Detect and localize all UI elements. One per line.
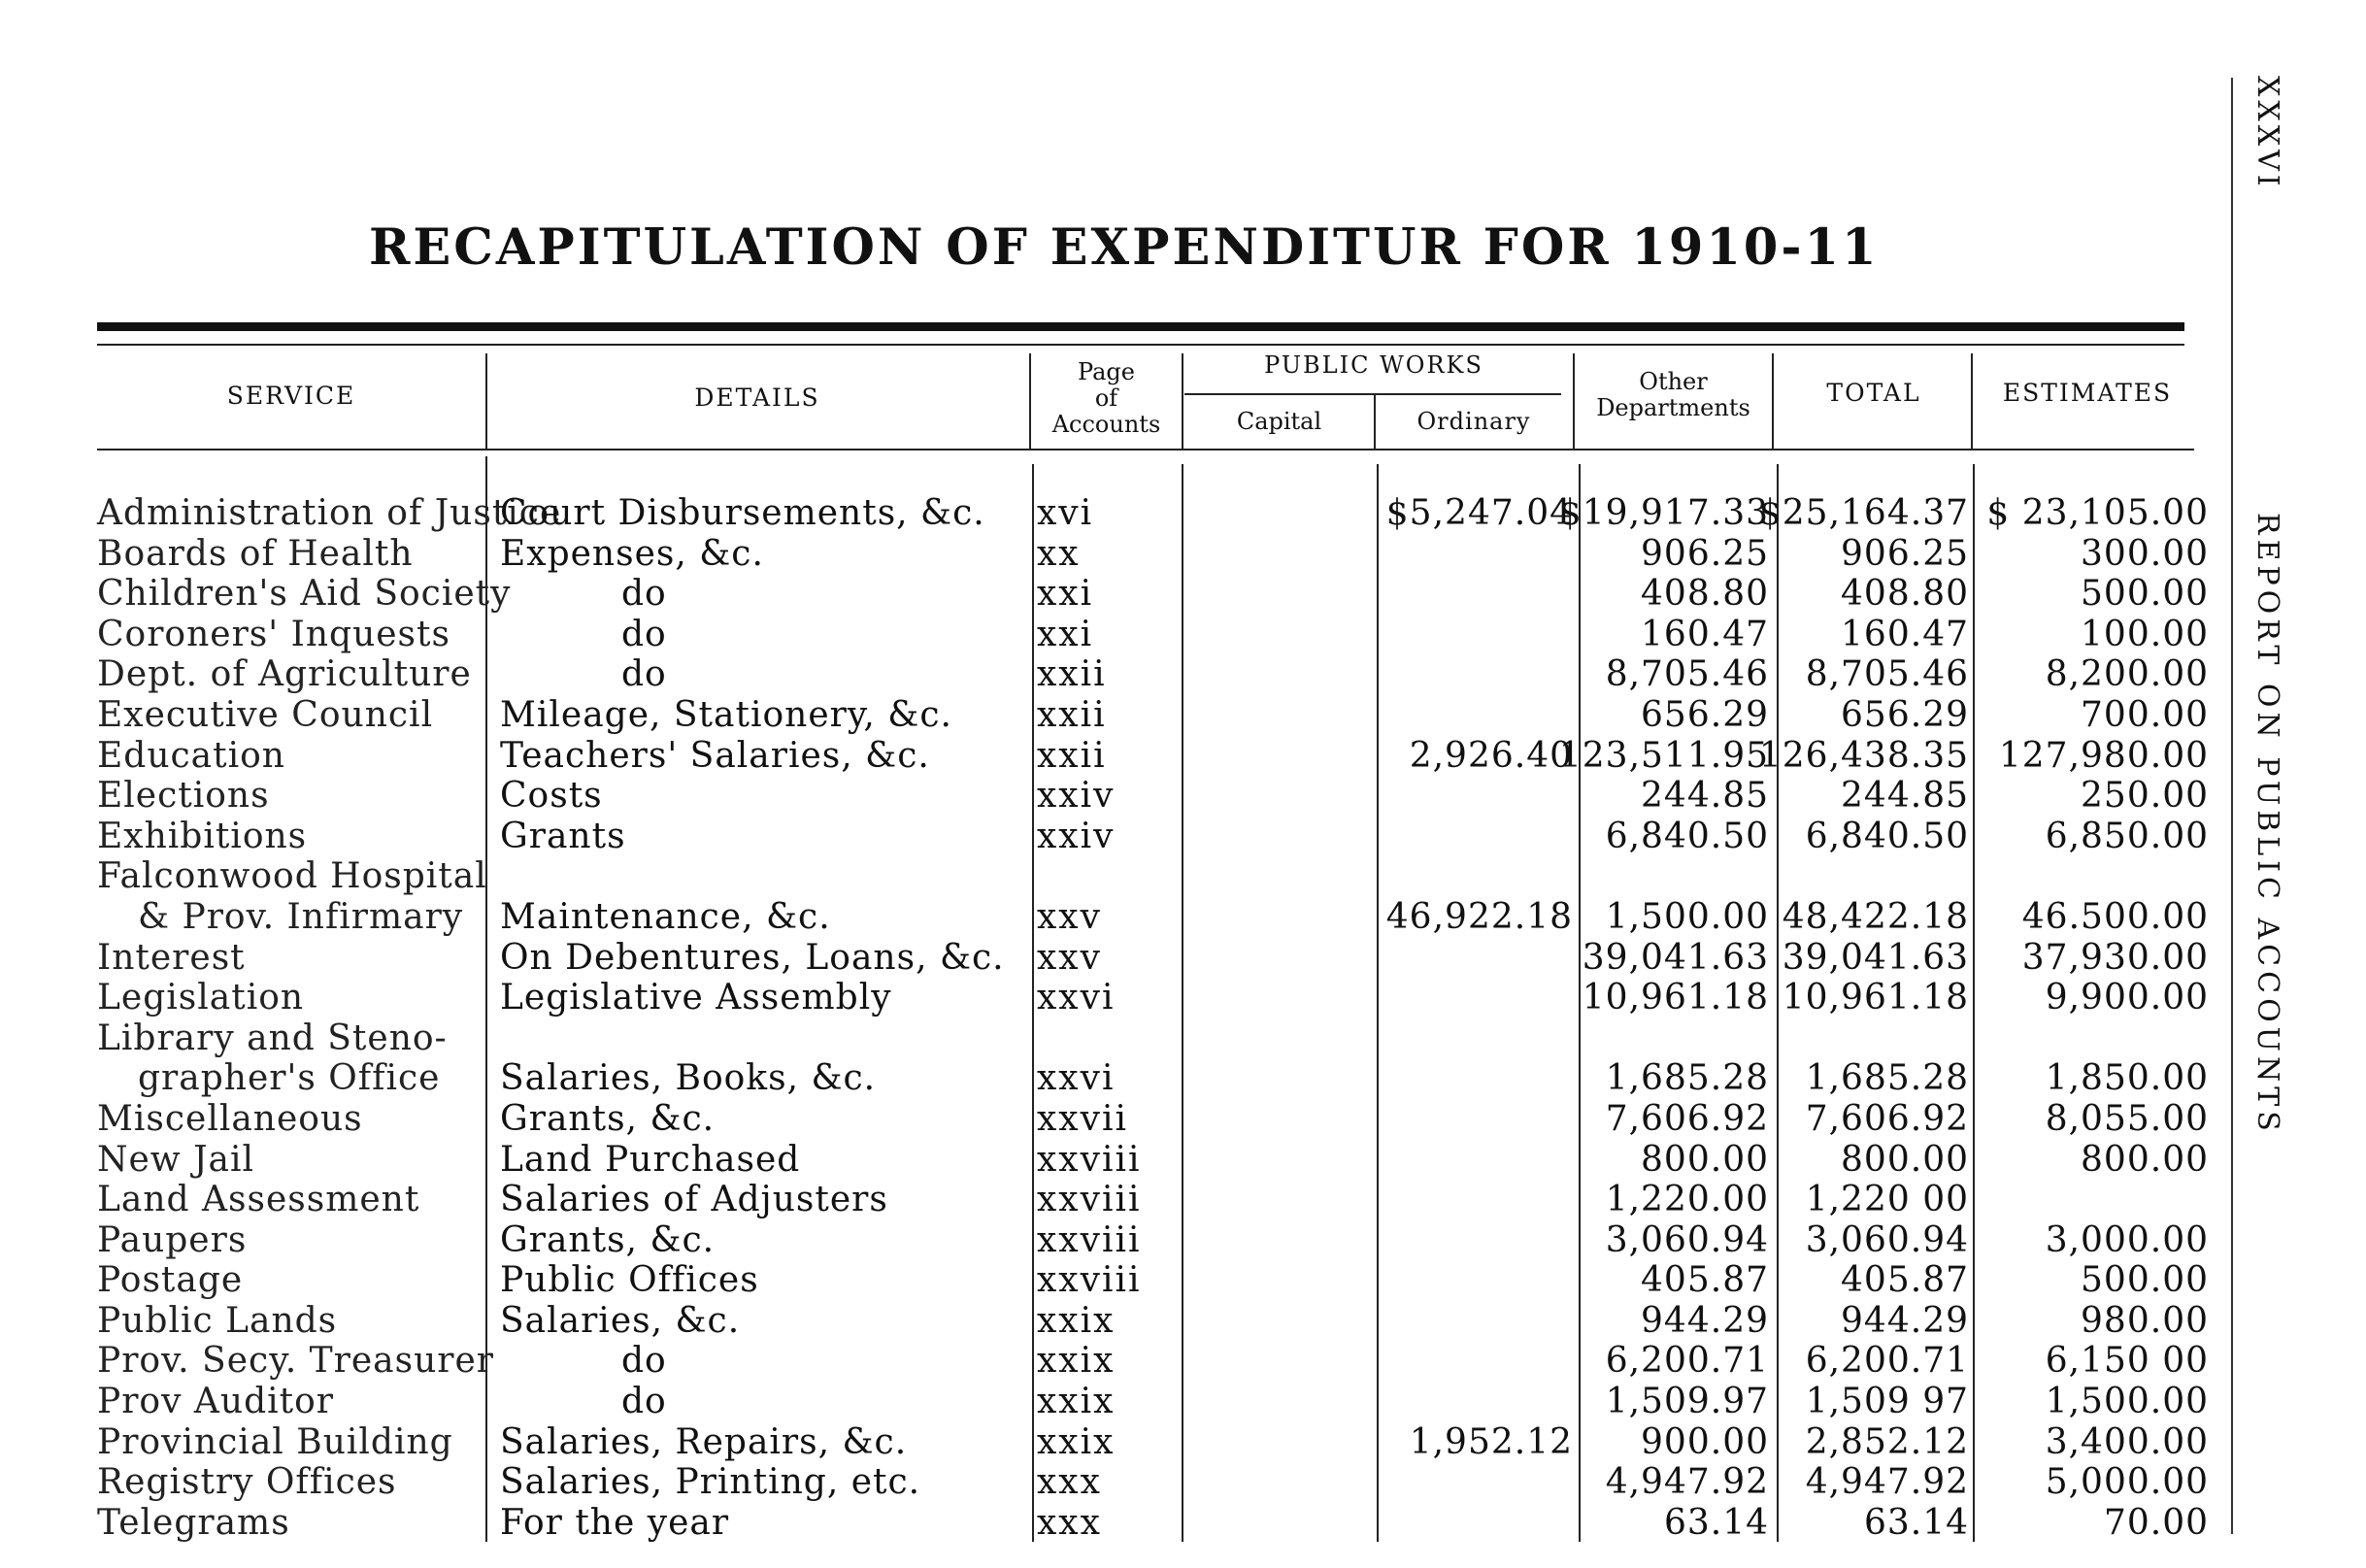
service-cell: Prov Auditor xyxy=(97,1382,334,1422)
estimates-cell: 5,000.00 xyxy=(2045,1462,2209,1503)
details-cell: Grants xyxy=(500,816,626,856)
header-public-works: PUBLIC WORKS xyxy=(1264,351,1483,379)
service-cell: Elections xyxy=(97,776,270,817)
table-row xyxy=(0,1382,2233,1422)
estimates-cell: 500.00 xyxy=(2081,574,2209,615)
details-cell: Salaries, Printing, etc. xyxy=(500,1462,921,1503)
page-cell: xxviii xyxy=(1037,1180,1142,1220)
header-estimates: ESTIMATES xyxy=(2002,379,2173,407)
estimates-cell: $ 23,105.00 xyxy=(1986,493,2209,533)
table-row xyxy=(0,1140,2233,1181)
service-cell: Boards of Health xyxy=(97,533,414,574)
estimates-cell: 800.00 xyxy=(2081,1139,2209,1180)
estimates-cell: 3,400.00 xyxy=(2045,1421,2209,1462)
service-cell: Exhibitions xyxy=(97,816,308,856)
service-cell: Telegrams xyxy=(97,1502,290,1543)
other-departments-cell: 1,500.00 xyxy=(1605,896,1769,937)
total-cell: 906.25 xyxy=(1841,533,1969,574)
other-departments-cell: 8,705.46 xyxy=(1605,654,1769,695)
service-cell: Registry Offices xyxy=(97,1462,397,1503)
details-cell: Salaries, Books, &c. xyxy=(500,1058,877,1099)
table-row xyxy=(0,654,2233,695)
page-cell: xvi xyxy=(1037,493,1094,533)
details-cell: Expenses, &c. xyxy=(500,533,764,574)
ordinary-cell: 2,926.40 xyxy=(1409,735,1573,776)
table-row xyxy=(0,817,2233,857)
service-cell: Executive Council xyxy=(97,694,434,735)
page-cell: xxix xyxy=(1037,1421,1116,1462)
details-cell: Legislative Assembly xyxy=(500,978,892,1018)
header-service: SERVICE xyxy=(226,382,356,410)
other-departments-cell: 6,840.50 xyxy=(1605,816,1769,856)
ordinary-cell: 46,922.18 xyxy=(1385,896,1573,937)
page-cell: xxviii xyxy=(1037,1219,1142,1260)
details-cell: do xyxy=(621,614,667,654)
total-cell: 48,422.18 xyxy=(1782,896,1969,937)
table-row xyxy=(0,978,2233,1018)
estimates-cell: 3,000.00 xyxy=(2045,1219,2209,1260)
page-cell: xxix xyxy=(1037,1341,1116,1382)
page-cell: xxix xyxy=(1037,1300,1116,1341)
total-cell: 1,220 00 xyxy=(1805,1180,1969,1220)
page-cell: xxviii xyxy=(1037,1260,1142,1301)
total-cell: 3,060.94 xyxy=(1805,1219,1969,1260)
details-cell: Land Purchased xyxy=(500,1139,801,1180)
table-row xyxy=(0,493,2233,534)
total-cell: 6,200.71 xyxy=(1805,1341,1969,1382)
service-cell: Library and Steno- xyxy=(97,1018,448,1058)
total-cell: 800.00 xyxy=(1841,1139,1969,1180)
details-cell: Salaries, Repairs, &c. xyxy=(500,1421,908,1462)
page-cell: xxi xyxy=(1037,614,1094,654)
other-departments-cell: 244.85 xyxy=(1641,776,1769,817)
table-row xyxy=(0,534,2233,575)
estimates-cell: 250.00 xyxy=(2081,776,2209,817)
total-cell: 656.29 xyxy=(1841,694,1969,735)
page-cell: xxv xyxy=(1037,896,1102,937)
page-cell: xxiv xyxy=(1037,816,1116,856)
other-departments-cell: $19,917.33 xyxy=(1558,493,1769,533)
total-cell: 1,509 97 xyxy=(1805,1382,1969,1422)
top-thick-rule xyxy=(97,322,2184,331)
margin-rule xyxy=(2231,78,2233,1534)
table-row xyxy=(0,1099,2233,1140)
details-cell: do xyxy=(621,1382,667,1422)
estimates-cell: 100.00 xyxy=(2081,614,2209,654)
table-row xyxy=(0,574,2233,615)
other-departments-cell: 1,220.00 xyxy=(1605,1180,1769,1220)
service-cell: Interest xyxy=(97,937,246,978)
other-departments-cell: 1,509.97 xyxy=(1605,1382,1769,1422)
details-cell: Mileage, Stationery, &c. xyxy=(500,694,952,735)
estimates-cell: 6,150 00 xyxy=(2045,1341,2209,1382)
other-departments-cell: 408.80 xyxy=(1641,574,1769,615)
other-departments-cell: 4,947.92 xyxy=(1605,1462,1769,1503)
page-cell: xxii xyxy=(1037,654,1107,695)
other-departments-cell: 1,685.28 xyxy=(1605,1058,1769,1099)
service-cell: Paupers xyxy=(97,1219,248,1260)
header-other-line: Departments xyxy=(1596,394,1750,421)
header-capital: Capital xyxy=(1236,408,1322,435)
table-row xyxy=(0,1058,2233,1099)
estimates-cell: 9,900.00 xyxy=(2045,978,2209,1018)
table-row xyxy=(0,1503,2233,1544)
table-row xyxy=(0,1260,2233,1301)
other-departments-cell: 6,200.71 xyxy=(1605,1341,1769,1382)
total-cell: 2,852.12 xyxy=(1805,1421,1969,1462)
other-departments-cell: 160.47 xyxy=(1641,614,1769,654)
header-page-line: Accounts xyxy=(1051,411,1161,438)
table-row xyxy=(0,1301,2233,1342)
estimates-cell: 1,850.00 xyxy=(2045,1058,2209,1099)
total-cell: 7,606.92 xyxy=(1805,1098,1969,1139)
page-cell: xxii xyxy=(1037,694,1107,735)
header-divider xyxy=(1374,395,1376,449)
table-row xyxy=(0,1220,2233,1261)
top-thin-rule xyxy=(97,344,2184,346)
header-other-line: Other xyxy=(1639,368,1708,395)
service-cell: Prov. Secy. Treasurer xyxy=(97,1341,495,1382)
estimates-cell: 70.00 xyxy=(2103,1502,2209,1543)
service-cell: Dept. of Agriculture xyxy=(97,654,472,695)
table-row xyxy=(0,856,2233,897)
table-row xyxy=(0,1462,2233,1503)
header-divider xyxy=(1772,353,1774,449)
table-row xyxy=(0,938,2233,979)
total-cell: 244.85 xyxy=(1841,776,1969,817)
estimates-cell: 1,500.00 xyxy=(2045,1382,2209,1422)
estimates-cell: 127,980.00 xyxy=(1998,735,2209,776)
page-cell: xxix xyxy=(1037,1382,1116,1422)
header-divider xyxy=(1971,353,1973,449)
total-cell: 10,961.18 xyxy=(1782,978,1969,1018)
header-details: DETAILS xyxy=(694,384,820,412)
expenditure-table xyxy=(0,493,2233,1543)
other-departments-cell: 7,606.92 xyxy=(1605,1098,1769,1139)
page-cell: xxii xyxy=(1037,735,1107,776)
other-departments-cell: 944.29 xyxy=(1641,1300,1769,1341)
service-cell: Coroners' Inquests xyxy=(97,614,450,654)
service-cell: grapher's Office xyxy=(138,1058,441,1099)
other-departments-cell: 900.00 xyxy=(1641,1421,1769,1462)
table-row xyxy=(0,1018,2233,1059)
table-row xyxy=(0,695,2233,736)
service-cell: Education xyxy=(97,735,285,776)
details-cell: Grants, &c. xyxy=(500,1098,716,1139)
estimates-cell: 37,930.00 xyxy=(2021,937,2209,978)
other-departments-cell: 39,041.63 xyxy=(1582,937,1769,978)
service-cell: Falconwood Hospital xyxy=(97,856,487,897)
service-cell: New Jail xyxy=(97,1139,254,1180)
total-cell: 160.47 xyxy=(1841,614,1969,654)
ordinary-cell: $5,247.04 xyxy=(1385,493,1573,533)
header-ordinary: Ordinary xyxy=(1416,408,1531,435)
details-cell: Salaries of Adjusters xyxy=(500,1180,888,1220)
running-head: REPORT ON PUBLIC ACCOUNTS xyxy=(2250,513,2284,1136)
details-cell: do xyxy=(621,654,667,695)
total-cell: 944.29 xyxy=(1841,1300,1969,1341)
total-cell: 6,840.50 xyxy=(1805,816,1969,856)
details-cell: do xyxy=(621,574,667,615)
header-total: TOTAL xyxy=(1826,379,1921,407)
total-cell: 39,041.63 xyxy=(1782,937,1969,978)
service-cell: Administration of Justice xyxy=(97,493,562,533)
table-row xyxy=(0,736,2233,777)
estimates-cell: 500.00 xyxy=(2081,1260,2209,1301)
page-title: RECAPITULATION OF EXPENDITUR FOR 1910-11 xyxy=(369,218,1880,277)
page-cell: xxvii xyxy=(1037,1098,1128,1139)
estimates-cell: 6,850.00 xyxy=(2045,816,2209,856)
service-cell: Legislation xyxy=(97,978,305,1018)
details-cell: On Debentures, Loans, &c. xyxy=(500,937,1005,978)
estimates-cell: 8,200.00 xyxy=(2045,654,2209,695)
other-departments-cell: 405.87 xyxy=(1641,1260,1769,1301)
table-row xyxy=(0,615,2233,655)
service-cell: Postage xyxy=(97,1260,244,1301)
table-row xyxy=(0,776,2233,817)
other-departments-cell: 10,961.18 xyxy=(1582,978,1769,1018)
other-departments-cell: 123,511.95 xyxy=(1558,735,1769,776)
page-cell: xxx xyxy=(1037,1462,1102,1503)
details-cell: do xyxy=(621,1341,667,1382)
service-cell: Land Assessment xyxy=(97,1180,420,1220)
other-departments-cell: 906.25 xyxy=(1641,533,1769,574)
header-page-line: of xyxy=(1094,384,1118,412)
header-bottom-rule xyxy=(97,449,2194,450)
details-cell: Costs xyxy=(500,776,603,817)
details-cell: Maintenance, &c. xyxy=(500,896,831,937)
page-cell: xxiv xyxy=(1037,776,1116,817)
service-cell: Children's Aid Society xyxy=(97,574,512,615)
total-cell: $25,164.37 xyxy=(1758,493,1969,533)
header-page-line: Page xyxy=(1078,358,1135,385)
service-cell: Provincial Building xyxy=(97,1421,453,1462)
page-cell: xxi xyxy=(1037,574,1094,615)
public-works-rule xyxy=(1184,393,1561,395)
page-cell: xxv xyxy=(1037,937,1102,978)
estimates-cell: 300.00 xyxy=(2081,533,2209,574)
header-other-departments xyxy=(1575,369,1772,421)
total-cell: 126,438.35 xyxy=(1758,735,1969,776)
other-departments-cell: 63.14 xyxy=(1663,1502,1769,1543)
details-cell: Salaries, &c. xyxy=(500,1300,741,1341)
other-departments-cell: 800.00 xyxy=(1641,1139,1769,1180)
header-divider xyxy=(1182,353,1183,449)
details-cell: Grants, &c. xyxy=(500,1219,716,1260)
page-cell: xxx xyxy=(1037,1502,1102,1543)
total-cell: 405.87 xyxy=(1841,1260,1969,1301)
estimates-cell: 46.500.00 xyxy=(2021,896,2209,937)
page-cell: xxvi xyxy=(1037,1058,1116,1099)
estimates-cell: 980.00 xyxy=(2081,1300,2209,1341)
header-divider xyxy=(485,353,487,449)
other-departments-cell: 3,060.94 xyxy=(1605,1219,1769,1260)
total-cell: 1,685.28 xyxy=(1805,1058,1969,1099)
service-cell: Miscellaneous xyxy=(97,1098,363,1139)
table-row xyxy=(0,1422,2233,1463)
ordinary-cell: 1,952.12 xyxy=(1409,1421,1573,1462)
total-cell: 408.80 xyxy=(1841,574,1969,615)
table-row xyxy=(0,1180,2233,1220)
details-cell: Public Offices xyxy=(500,1260,759,1301)
other-departments-cell: 656.29 xyxy=(1641,694,1769,735)
page-cell: xx xyxy=(1037,533,1081,574)
estimates-cell: 8,055.00 xyxy=(2045,1098,2209,1139)
details-cell: Teachers' Salaries, &c. xyxy=(500,735,930,776)
details-cell: Court Disbursements, &c. xyxy=(500,493,985,533)
total-cell: 63.14 xyxy=(1863,1502,1969,1543)
estimates-cell: 700.00 xyxy=(2081,694,2209,735)
total-cell: 4,947.92 xyxy=(1805,1462,1969,1503)
service-cell: Public Lands xyxy=(97,1300,338,1341)
page-number: XXXVI xyxy=(2250,76,2284,190)
service-cell: & Prov. Infirmary xyxy=(138,896,464,937)
total-cell: 8,705.46 xyxy=(1805,654,1969,695)
page-cell: xxvi xyxy=(1037,978,1116,1018)
details-cell: For the year xyxy=(500,1502,730,1543)
table-row xyxy=(0,897,2233,938)
header-page-of-accounts xyxy=(1031,359,1182,438)
page-cell: xxviii xyxy=(1037,1139,1142,1180)
table-row xyxy=(0,1341,2233,1382)
